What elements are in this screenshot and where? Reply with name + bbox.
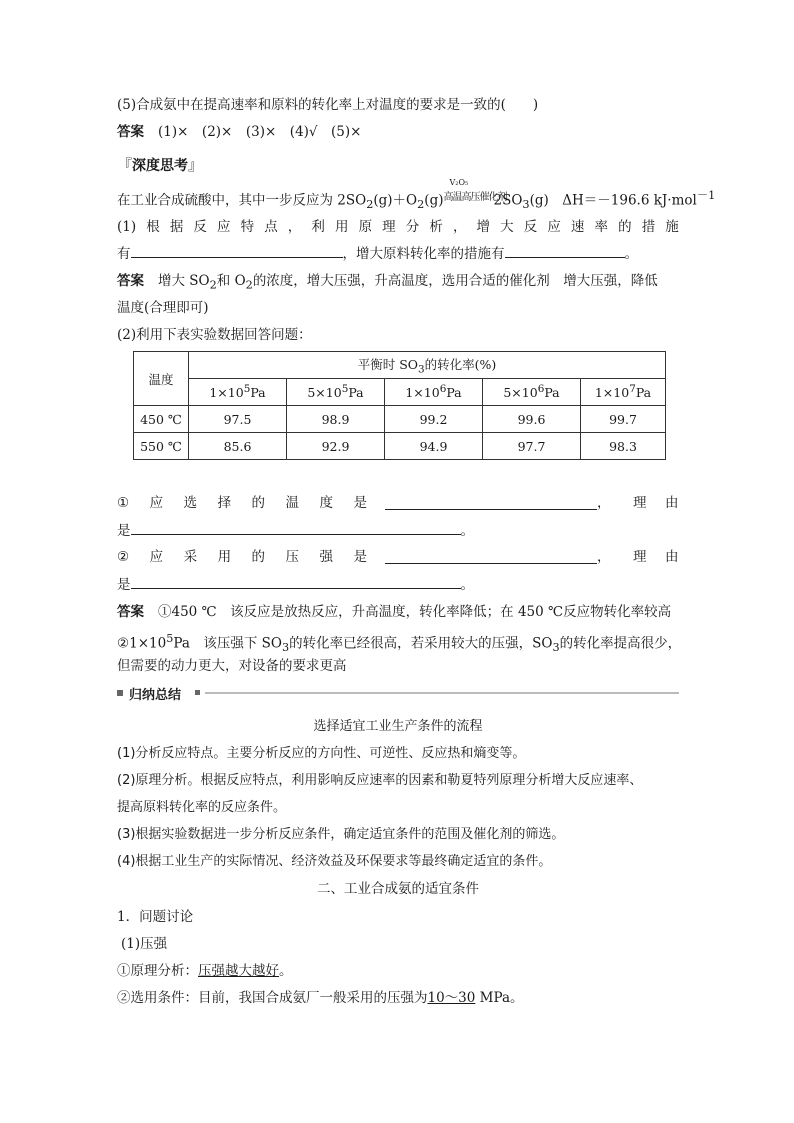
q2-word: 是 — [353, 549, 367, 565]
answer2-a: 增大 SO — [158, 273, 210, 289]
catalyst-label: V₂O₅ — [449, 177, 469, 187]
q2-word: 由 — [665, 549, 679, 565]
q1-prefix: 有 — [117, 246, 131, 262]
table-row — [134, 406, 666, 433]
pressure-condition-unit: MPa。 — [475, 990, 524, 1006]
reaction-mid2: (g) — [424, 192, 444, 209]
answer2-sub: 2 — [245, 278, 253, 292]
discussion-title: 1．问题讨论 — [117, 909, 194, 925]
table-header-pressure — [287, 379, 385, 406]
q2-word: 的 — [251, 495, 266, 511]
table-cell: 97.5 — [189, 406, 287, 433]
table-header-pressure — [483, 379, 581, 406]
q2-word: 应 — [149, 549, 164, 565]
table-cell: 98.9 — [287, 406, 385, 433]
summary-item: (1)分析反应特点。主要分析反应的方向性、可逆性、反应热和熵变等。 — [117, 746, 526, 761]
pressure-condition-answer: 10～30 — [427, 990, 476, 1006]
q1-word: 应 — [217, 219, 231, 235]
answer-3-line1 — [117, 602, 679, 622]
q1-word: 大 — [500, 219, 514, 235]
table-cell-temp: 450 ℃ — [134, 406, 189, 433]
reaction-sub: 3 — [522, 198, 530, 212]
summary-title: 归纳总结 — [129, 688, 182, 703]
q1-word: 措 — [641, 219, 656, 235]
answer2-c: 的浓度，增大压强，升高温度，选用合适的催化剂 增大压强，降低 — [252, 273, 658, 289]
answer-3-line3: 但需要的动力更大，对设备的要求更高 — [117, 658, 347, 674]
summary-item: (3)根据实验数据进一步分析反应条件，确定适宜条件的范围及催化剂的筛选。 — [117, 827, 565, 842]
square-bullet-icon — [195, 690, 200, 695]
pressure-unit: Pa — [635, 385, 652, 401]
pressure-base: 5×10 — [503, 385, 538, 401]
table-row — [134, 352, 666, 379]
q1-middle: ，增大原料转化率的措施有 — [342, 246, 505, 262]
answer-blank-conversion[interactable] — [505, 243, 625, 258]
q2-1-words — [117, 493, 367, 513]
answer-2-line1 — [117, 271, 679, 296]
reaction-sup: －1 — [696, 189, 716, 202]
q1-word: 的 — [618, 219, 632, 235]
table-cell: 99.2 — [385, 406, 483, 433]
table-cell: 99.7 — [581, 406, 666, 433]
reaction-catalyst — [443, 177, 507, 205]
q2-word: 择 — [217, 495, 232, 511]
q1-word: 用 — [334, 219, 349, 235]
q1-word: 应 — [547, 219, 561, 235]
q1-end: 。 — [624, 246, 638, 262]
answer3-d: 的转化率提高很少， — [559, 635, 682, 652]
answer3-sub: 3 — [552, 641, 560, 655]
pressure-base: 1×10 — [209, 385, 244, 401]
q1-word: 析 — [429, 219, 443, 235]
q1-word: 施 — [665, 219, 679, 235]
answer3-a: ②1×10 — [117, 635, 167, 652]
table-header-group — [189, 352, 666, 379]
summary-item: 提高原料转化率的反应条件。 — [117, 800, 287, 815]
q2-word: 是 — [353, 495, 367, 511]
q2-word: ① — [117, 495, 130, 511]
answer3-b: Pa 该压强下 SO — [173, 635, 282, 652]
reaction-enthalpy: (g) ΔH＝－196.6 kJ·mol — [529, 192, 697, 209]
answer-blank-temperature[interactable] — [385, 495, 597, 510]
q1-word: 分 — [405, 219, 420, 235]
q1-word: 率 — [594, 219, 608, 235]
reaction-line — [117, 177, 716, 215]
reaction-prefix: 在工业合成硫酸中，其中一步反应为 2SO — [117, 192, 367, 209]
table-row — [134, 379, 666, 406]
catalyst-condition: 高温高压催化剂 — [443, 191, 507, 203]
q2-comma: ， — [597, 495, 611, 511]
q2-word: 压 — [285, 549, 300, 565]
q2-word: 由 — [665, 495, 679, 511]
answer-label: 答案 — [117, 273, 144, 289]
table-cell: 98.3 — [581, 433, 666, 460]
answer2-b: 和 O — [216, 273, 246, 289]
deep-think-close-bracket: 』 — [188, 156, 204, 174]
pressure-exp: 6 — [439, 383, 447, 396]
pressure-title: (1)压强 — [121, 936, 168, 952]
q1-word: 原 — [358, 219, 373, 235]
pressure-exp: 5 — [243, 383, 251, 396]
q1-word: 点 — [264, 219, 278, 235]
q2-prefix: 是 — [117, 577, 131, 593]
conversion-table — [133, 351, 666, 460]
deep-think-open-bracket: 『 — [117, 156, 133, 174]
q1-word: 反 — [193, 219, 207, 235]
q2-comma: ， — [597, 549, 611, 565]
table-cell: 85.6 — [189, 433, 287, 460]
pressure-unit: Pa — [446, 385, 462, 401]
q2-end: 。 — [460, 523, 474, 539]
table-header-pressure — [385, 379, 483, 406]
pressure-principle-answer: 压强越大越好 — [198, 963, 279, 979]
answer-2-line2: 温度(合理即可) — [117, 300, 209, 316]
summary-bar — [117, 684, 679, 702]
table-header-pressure — [189, 379, 287, 406]
q1-word: 据 — [169, 219, 184, 235]
q2-word: 应 — [149, 495, 164, 511]
question-2-1-line2 — [117, 520, 679, 541]
q1-word: (1) — [117, 219, 137, 235]
q2-word: 的 — [251, 549, 266, 565]
q1-word: 理 — [382, 219, 396, 235]
q2-word: 理 — [633, 549, 647, 565]
question-1-line1 — [117, 217, 679, 237]
answer-blank-reason-temperature[interactable] — [131, 520, 461, 535]
reaction-sub: 2 — [366, 198, 374, 212]
q1-word: 反 — [523, 219, 538, 235]
question-5: (5)合成氨中在提高速率和原料的转化率上对温度的要求是一致的( ) — [117, 97, 539, 113]
q1-word: 增 — [476, 219, 491, 235]
pressure-principle-label: ①原理分析： — [117, 963, 198, 979]
answer-3-line2 — [117, 629, 682, 658]
pressure-base: 5×10 — [307, 385, 342, 401]
q1-word: ， — [287, 219, 302, 235]
q2-word: ② — [117, 549, 130, 565]
q2-2-words — [117, 547, 367, 567]
deep-think-title: 深度思考 — [132, 158, 189, 174]
answer-blank-reason-pressure[interactable] — [131, 574, 461, 589]
q1-word: 利 — [311, 219, 325, 235]
answer3-line1-text: ①450 ℃ 该反应是放热反应，升高温度，转化率降低；在 450 ℃反应物转化率较高 — [158, 604, 672, 620]
answer-label: 答案 — [117, 124, 144, 140]
square-bullet-icon — [117, 690, 123, 696]
answer2-sub: 2 — [209, 278, 217, 292]
q2-word: 选 — [183, 495, 198, 511]
q2-prefix: 是 — [117, 523, 131, 539]
table-cell: 99.6 — [483, 406, 581, 433]
q1-word: 特 — [240, 219, 255, 235]
reaction-sub: 2 — [417, 198, 425, 212]
group-header-b: 的转化率(%) — [424, 356, 497, 372]
summary-item: (2)原理分析。根据反应特点，利用影响反应速率的因素和勒夏特列原理分析增大反应速率、 — [117, 773, 643, 788]
answer3-sub: 3 — [282, 641, 290, 655]
reaction-product: 2SO — [493, 192, 523, 209]
question-2-2-line2 — [117, 574, 679, 595]
section-2-title: 二、工业合成氨的适宜条件 — [317, 881, 479, 897]
answer-1 — [117, 122, 679, 142]
pressure-base: 1×10 — [405, 385, 440, 401]
pressure-condition-label: ②选用条件：目前，我国合成氨厂一般采用的压强为 — [117, 990, 428, 1006]
summary-item: (4)根据工业生产的实际情况、经济效益及环保要求等最终确定适宜的条件。 — [117, 854, 552, 869]
pressure-unit: Pa — [544, 385, 560, 401]
answer-blank-pressure[interactable] — [385, 549, 597, 564]
table-header-pressure — [581, 379, 666, 406]
group-header-sub: 3 — [418, 363, 425, 376]
pressure-exp: 7 — [629, 383, 636, 396]
q1-word: ， — [452, 219, 467, 235]
pressure-unit: Pa — [348, 385, 364, 401]
answer-1-text: (1)× (2)× (3)× (4)√ (5)× — [158, 124, 362, 140]
q2-word: 用 — [217, 549, 232, 565]
q2-word: 强 — [319, 549, 334, 565]
q2-word: 采 — [183, 549, 198, 565]
answer-label: 答案 — [117, 604, 144, 620]
question-1-line2 — [117, 243, 679, 264]
table-row — [134, 433, 666, 460]
table-cell: 94.9 — [385, 433, 483, 460]
pressure-principle — [117, 961, 679, 981]
table-cell-temp: 550 ℃ — [134, 433, 189, 460]
table-cell: 97.7 — [483, 433, 581, 460]
pressure-unit: Pa — [250, 385, 266, 401]
q2-word: 理 — [633, 495, 647, 511]
q2-word: 度 — [319, 495, 334, 511]
answer3-sup: 5 — [166, 632, 174, 645]
summary-heading: 选择适宜工业生产条件的流程 — [313, 719, 483, 734]
answer3-c: 的转化率已经很高，若采用较大的压强，SO — [289, 635, 553, 652]
q1-word: 根 — [146, 219, 160, 235]
q1-word: 速 — [570, 219, 585, 235]
table-cell: 92.9 — [287, 433, 385, 460]
question-2: (2)利用下表实验数据回答问题： — [117, 327, 312, 343]
pressure-exp: 6 — [537, 383, 545, 396]
table-header-temperature: 温度 — [134, 352, 189, 406]
pressure-exp: 5 — [341, 383, 349, 396]
reaction-mid1: (g)＋O — [373, 192, 418, 209]
deep-think-heading — [117, 154, 203, 175]
pressure-base: 1×10 — [594, 385, 630, 401]
q2-word: 温 — [285, 495, 300, 511]
divider — [205, 692, 679, 694]
group-header-a: 平衡时 SO — [357, 356, 419, 372]
pressure-condition — [117, 988, 679, 1008]
pressure-principle-end: 。 — [279, 963, 293, 979]
q2-end: 。 — [460, 577, 474, 593]
answer-blank-rate[interactable] — [131, 243, 343, 258]
